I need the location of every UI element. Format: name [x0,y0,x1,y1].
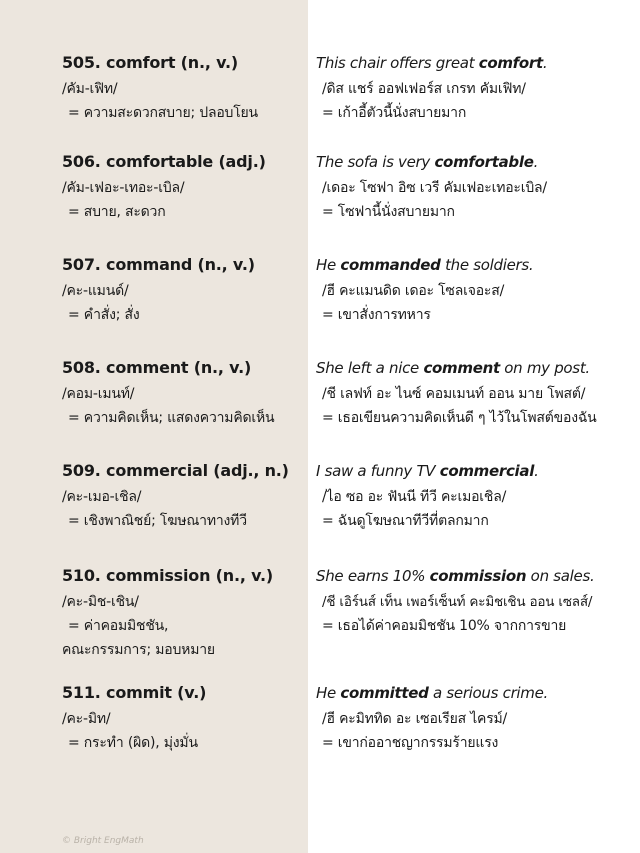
example-text: . [542,54,548,72]
example-pronunciation: /ชี เอิร์นส์ เท็น เพอร์เซ็นท์ คะมิชเชิน ออน เซลส์/ [322,594,593,610]
vocab-meaning: = สบาย, สะดวก [68,204,166,220]
vocab-meaning: = กระทำ (ผิด), มุ่งมั่น [68,735,198,751]
example-keyword: committed [340,684,429,702]
example-pronunciation: /ฮี คะมิททิด อะ เซอเรียส ไครม์/ [322,711,508,727]
vocab-word: 506. comfortable (adj.) [62,152,266,171]
example-sentence [316,53,636,73]
example-text: She left a nice [316,359,424,377]
example-text: . [533,153,539,171]
example-pronunciation: /เดอะ โซฟา อิซ เวรี คัมเฟอะเทอะเบิล/ [322,180,547,196]
vocab-meaning-continued: คณะกรรมการ; มอบหมาย [62,642,215,658]
example-pronunciation: /ดิส แชร์ ออฟเฟอร์ส เกรท คัมเฟิท/ [322,81,526,97]
example-text: He [316,684,341,702]
vocab-meaning: = ความสะดวกสบาย; ปลอบโยน [68,105,258,121]
example-text: on my post. [499,359,590,377]
vocab-word: 507. command (n., v.) [62,255,255,274]
example-sentence [316,566,636,586]
vocab-meaning: = ค่าคอมมิชชัน, [68,618,169,634]
example-keyword: commercial [439,462,535,480]
example-keyword: comment [423,359,500,377]
example-pronunciation: /ไอ ซอ อะ ฟันนี ทีวี คะเมอเชิล/ [322,489,507,505]
example-text: This chair offers great [316,54,479,72]
vocab-pronunciation: /คะ-มิท/ [62,711,111,727]
vocab-word: 508. comment (n., v.) [62,358,252,377]
vocab-word: 505. comfort (n., v.) [62,53,239,72]
vocab-pronunciation: /คะ-เมอ-เชิล/ [62,489,142,505]
vocab-pronunciation: /คัม-เฟอะ-เทอะ-เบิล/ [62,180,185,196]
example-translation: = เขาสั่งการทหาร [322,307,431,323]
example-text: a serious crime. [428,684,549,702]
example-pronunciation: /ฮี คะแมนดิด เดอะ โซลเจอะส/ [322,283,505,299]
example-translation: = เธอเขียนความคิดเห็นดี ๆ ไว้ในโพสต์ของฉัน [322,410,597,426]
vocab-word: 509. commercial (adj., n.) [62,461,289,480]
example-translation: = เขาก่ออาชญากรรมร้ายแรง [322,735,499,751]
example-keyword: comfort [478,54,543,72]
example-translation: = โซฟานี้นั่งสบายมาก [322,204,455,220]
vocab-meaning: = เชิงพาณิชย์; โฆษณาทางทีวี [68,513,247,529]
example-sentence [316,683,636,703]
vocab-pronunciation: /คะ-แมนด์/ [62,283,129,299]
example-sentence [316,461,636,481]
vocab-meaning: = คำสั่ง; สั่ง [68,307,140,323]
example-text: . [534,462,539,480]
example-translation: = ฉันดูโฆษณาทีวีที่ตลกมาก [322,513,489,529]
example-text: I saw a funny TV [316,462,440,480]
vocab-word: 511. commit (v.) [62,683,207,702]
example-text: on sales. [526,567,595,585]
vocab-word: 510. commission (n., v.) [62,566,273,585]
example-sentence [316,152,636,172]
example-sentence [316,255,636,275]
example-sentence [316,358,636,378]
vocab-pronunciation: /คัม-เฟิท/ [62,81,118,97]
vocab-meaning: = ความคิดเห็น; แสดงความคิดเห็น [68,410,275,426]
vocab-pronunciation: /คะ-มิช-เชิน/ [62,594,139,610]
example-text: She earns 10% [316,567,430,585]
example-keyword: commanded [340,256,441,274]
example-translation: = เก้าอี้ตัวนี้นั่งสบายมาก [322,105,467,121]
example-pronunciation: /ชี เลฟท์ อะ ไนซ์ คอมเมนท์ ออน มาย โพสต์/ [322,386,586,402]
example-keyword: comfortable [434,153,534,171]
example-text: the soldiers. [440,256,534,274]
example-text: He [316,256,341,274]
example-text: The sofa is very [316,153,435,171]
example-keyword: commission [429,567,527,585]
vocab-pronunciation: /คอม-เมนท์/ [62,386,135,402]
example-translation: = เธอได้ค่าคอมมิชชัน 10% จากการขาย [322,618,567,634]
copyright-footer: © Bright EngMath [62,836,144,846]
